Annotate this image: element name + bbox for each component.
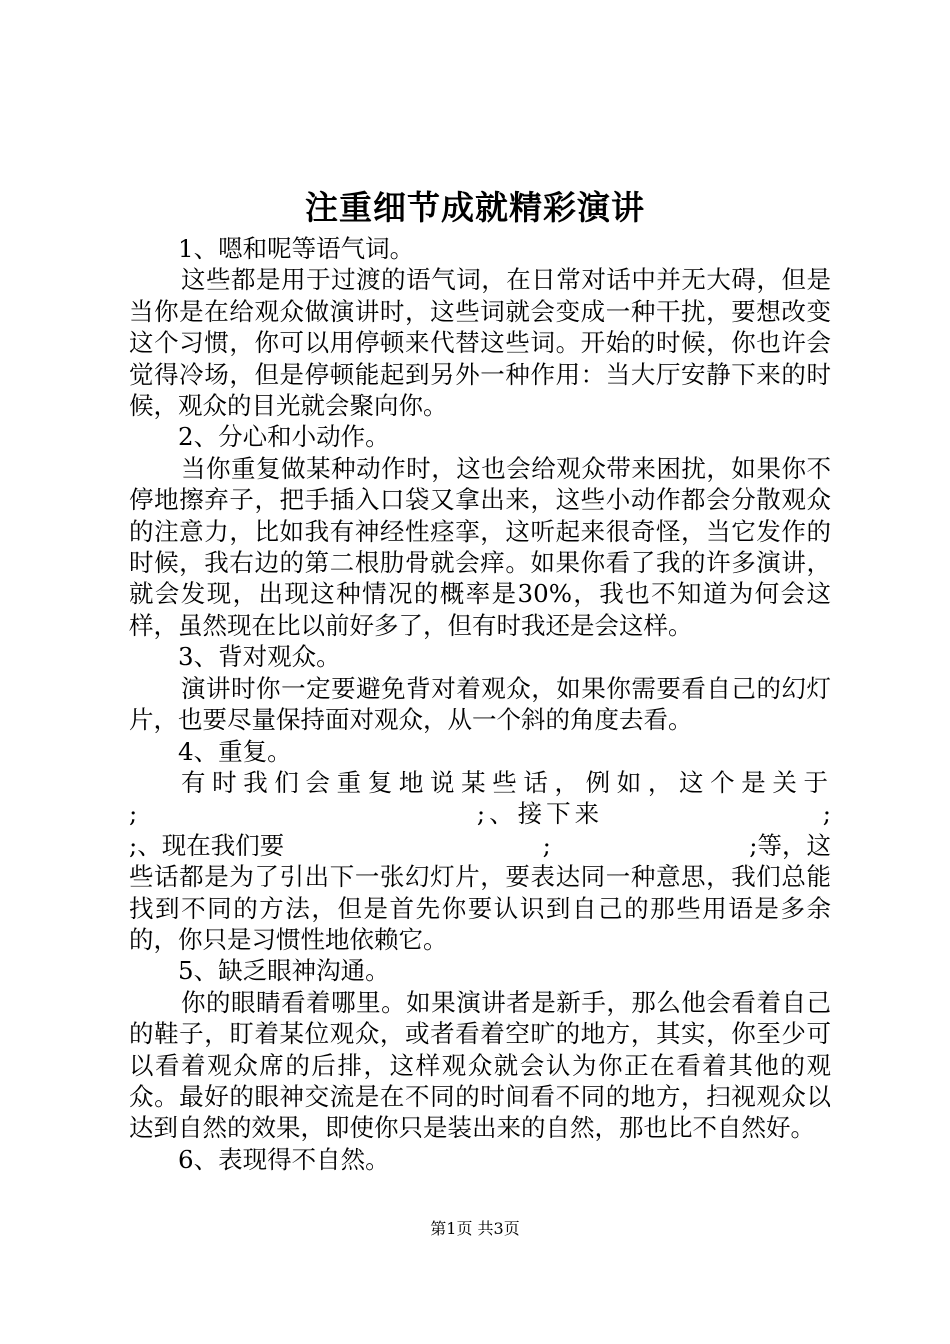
blank-separator-2: ;: [822, 799, 831, 829]
section-heading-3: 3、背对观众。: [178, 642, 341, 672]
section-heading-4: 4、重复。: [178, 736, 292, 766]
section-paragraph-3: 演讲时你一定要避免背对着观众，如果你需要看自己的幻灯片，也要尽量保持面对观众，从一个斜的角度去看。: [129, 673, 831, 735]
repeat-example-intro: 有时我们会重复地说某些话，例如，这个是关于: [181, 767, 831, 797]
blank-now-phrase: ;、现在我们要: [129, 830, 285, 860]
section-heading-6: 6、表现得不自然。: [178, 1144, 390, 1174]
document-title: 注重细节成就精彩演讲: [305, 188, 645, 227]
section-paragraph-2: 当你重复做某种动作时，这也会给观众带来困扰，如果你不停地擦弃子，把手插入口袋又拿出来，这些小动作都会分散观众的注意力，比如我有神经性痉挛，这听起来很奇怪，当它发作的时候，我右边的第二根肋骨就会痒。如果你看了我的许多演讲，就会发现，出现这种情况的概率是30%，我也不知道为何会这样，虽然现在比以前好多了，但有时我还是会这样。: [129, 453, 831, 640]
blank-next-phrase: ;、接下来: [476, 799, 604, 829]
section-heading-2: 2、分心和小动作。: [178, 422, 390, 452]
section-heading-1: 1、嗯和呢等语气词。: [178, 234, 415, 263]
blank-etc-phrase: ;等，这: [749, 830, 831, 860]
document-body: [129, 233, 831, 1175]
section-paragraph-4-line-1: [129, 767, 831, 798]
blank-separator-1: ;: [129, 799, 138, 829]
section-paragraph-5: 你的眼睛看着哪里。如果演讲者是新手，那么他会看着自己的鞋子，盯着某位观众，或者看着空旷的地方，其实，你至少可以看着观众席的后排，这样观众就会认为你正在看着其他的观众。最好的眼神交流是在不同的时间看不同的地方，扫视观众以达到自然的效果，即使你只是装出来的自然，那也比不自然好。: [129, 987, 831, 1143]
section-paragraph-4-rest: 些话都是为了引出下一张幻灯片，要表达同一种意思，我们总能找到不同的方法，但是首先你要认识到自己的那些用语是多余的，你只是习惯性地依赖它。: [129, 862, 831, 954]
section-paragraph-1: 这些都是用于过渡的语气词，在日常对话中并无大碍，但是当你是在给观众做演讲时，这些词就会变成一种干扰，要想改变这个习惯，你可以用停顿来代替这些词。开始的时候，你也许会觉得冷场，但是停顿能起到另外一种作用：当大厅安静下来的时候，观众的目光就会聚向你。: [129, 265, 831, 421]
blank-separator-3: ;: [542, 830, 551, 860]
section-heading-5: 5、缺乏眼神沟通。: [178, 956, 390, 986]
page-footer: 第1页 共3页: [430, 1219, 520, 1238]
repeat-blank-line-2: [129, 830, 831, 861]
repeat-blank-line-1: [129, 798, 831, 829]
